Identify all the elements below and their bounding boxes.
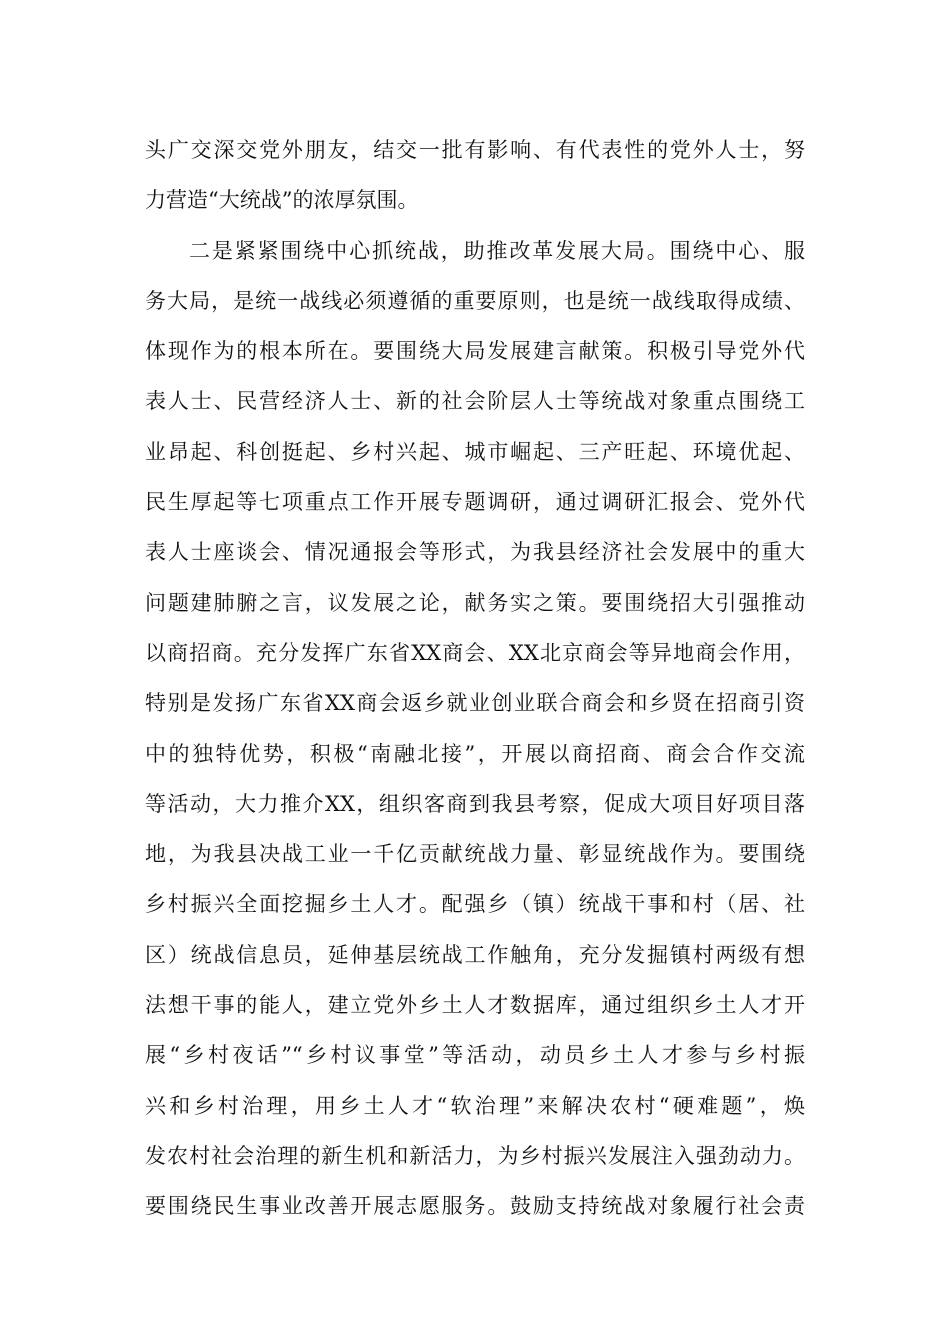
text-line: 等活动，大力推介XX，组织客商到我县考察，促成大项目好项目落: [145, 791, 805, 816]
text-line: 民生厚起等七项重点工作开展专题调研，通过调研汇报会、党外代: [145, 490, 805, 515]
text-line: 兴和乡村治理，用乡土人才“软治理”来解决农村“硬难题”，焕: [145, 1093, 805, 1118]
text-line: 法想干事的能人，建立党外乡土人才数据库，通过组织乡土人才开: [145, 993, 805, 1018]
text-line: 力营造“大统战”的浓厚氛围。: [145, 188, 419, 213]
text-line: 以商招商。充分发挥广东省XX商会、XX北京商会等异地商会作用，: [145, 640, 805, 665]
text-line: 中的独特优势，积极“南融北接”，开展以商招商、商会合作交流: [145, 741, 805, 766]
text-line: 务大局，是统一战线必须遵循的重要原则，也是统一战线取得成绩、: [145, 288, 805, 313]
text-line: 发农村社会治理的新生机和新活力，为乡村振兴发展注入强劲动力。: [145, 1143, 805, 1168]
text-line: 区）统战信息员，延伸基层统战工作触角，充分发掘镇村两级有想: [145, 942, 805, 967]
text-line: 表人士、民营经济人士、新的社会阶层人士等统战对象重点围绕工: [145, 389, 805, 414]
text-line: 头广交深交党外朋友，结交一批有影响、有代表性的党外人士，努: [145, 138, 805, 162]
text-line: 特别是发扬广东省XX商会返乡就业创业联合商会和乡贤在招商引资: [145, 691, 805, 716]
text-line: 乡村振兴全面挖掘乡土人才。配强乡（镇）统战干事和村（居、社: [145, 892, 805, 917]
text-line: 地，为我县决战工业一千亿贡献统战力量、彰显统战作为。要围绕: [145, 842, 805, 867]
text-line: 体现作为的根本所在。要围绕大局发展建言献策。积极引导党外代: [145, 339, 805, 364]
paragraph-start-line: 二是紧紧围绕中心抓统战，助推改革发展大局。围绕中心、服: [189, 238, 805, 263]
text-line: 表人士座谈会、情况通报会等形式，为我县经济社会发展中的重大: [145, 540, 805, 565]
body-text: [145, 125, 805, 1232]
text-line: 要围绕民生事业改善开展志愿服务。鼓励支持统战对象履行社会责: [145, 1194, 805, 1219]
text-line: 业昂起、科创挺起、乡村兴起、城市崛起、三产旺起、环境优起、: [145, 439, 805, 464]
text-line: 问题建肺腑之言，议发展之论，献务实之策。要围绕招大引强推动: [145, 590, 805, 615]
text-line: 展“乡村夜话”“乡村议事堂”等活动，动员乡土人才参与乡村振: [145, 1043, 805, 1068]
